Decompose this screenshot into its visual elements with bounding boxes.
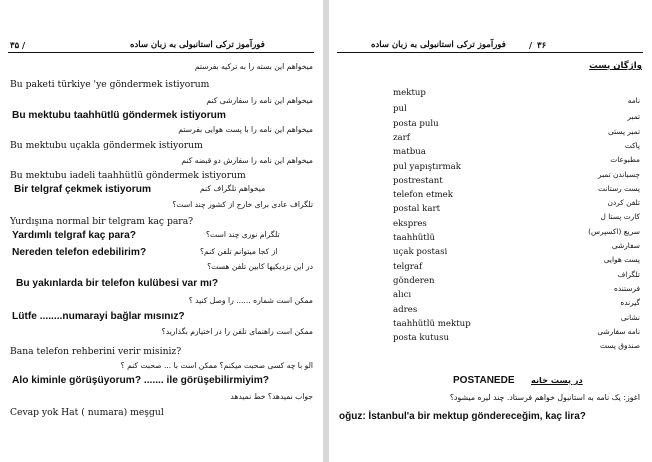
vocab-persian-term: سفارشی <box>611 241 640 250</box>
turkish-phrase: Yardımlı telgraf kaç para? <box>12 230 137 241</box>
turkish-phrase: Lütfe ........numarayi bağlar mısınız? <box>12 311 185 322</box>
vocab-turkish-term: ekspres <box>393 218 427 229</box>
dialog-persian-line: اغوز: یک نامه به استانبول خواهم فرستاد. چند لیره میشود؟ <box>449 393 640 402</box>
vocab-persian-term: تلگراف <box>617 269 640 279</box>
left-page-number: ۳۵ <box>10 41 20 51</box>
vocab-turkish-term: posta pulu <box>393 118 439 129</box>
vocab-turkish-term: pul <box>393 104 407 115</box>
persian-phrase: از کجا میتوانم تلفن کنم؟ <box>200 247 278 256</box>
vocab-turkish-term: matbua <box>393 147 426 158</box>
vocab-title: واژگان پست <box>589 61 642 71</box>
turkish-phrase: Bu mektubu uçakla göndermek istiyorum <box>10 140 203 151</box>
vocab-persian-term: چسباندن تمبر <box>598 169 640 179</box>
vocab-turkish-term: telefon etmek <box>393 190 453 201</box>
vocab-persian-term: پاکت <box>624 140 640 150</box>
persian-phrase: میخواهم این نامه را سفارشی کنم <box>206 96 313 105</box>
turkish-phrase: Bana telefon rehberini verir misiniz? <box>10 346 182 357</box>
turkish-phrase: Yurdışına normal bir telgram kaç para? <box>10 216 194 227</box>
vocab-persian-term: فرستنده <box>613 283 640 293</box>
turkish-phrase: Bu mektubu taahhütlü göndermek istiyorum <box>12 110 226 121</box>
left-running-header: فورآموز ترکی استانبولی به زبان ساده <box>130 40 265 50</box>
vocab-persian-term: سریع (اکسپرس) <box>588 226 640 236</box>
vocab-persian-term: گیرنده <box>620 298 640 308</box>
section-title-persian: در پست خانه <box>531 375 583 385</box>
right-header-rule <box>337 52 643 53</box>
vocab-turkish-term: posta kutusu <box>393 333 450 344</box>
vocab-persian-term: نامه سفارشی <box>597 326 640 336</box>
turkish-phrase: Bu paketi türkiye 'ye göndermek istiyorum <box>10 79 210 90</box>
vocab-turkish-term: taahhütlü mektup <box>393 318 471 329</box>
vocab-turkish-term: adres <box>393 304 418 315</box>
vocab-turkish-term: mektup <box>393 88 426 98</box>
turkish-phrase: Cevap yok Hat ( numara) meşgul <box>10 407 164 418</box>
persian-phrase: جواب نمیدهد؟ خط نمیدهد <box>230 392 313 401</box>
vocab-turkish-term: postal kart <box>393 204 441 215</box>
persian-phrase: در این نزدیکیها کابین تلفن هست؟ <box>207 262 313 271</box>
vocab-turkish-term: telgraf <box>393 261 423 272</box>
vocab-persian-term: پست هوایی <box>603 255 640 265</box>
persian-phrase: تلگراف عادی برای خارج از کشور چند است؟ <box>172 200 313 209</box>
section-title-turkish: POSTANEDE <box>453 375 515 386</box>
vocab-turkish-term: postrestant <box>393 175 443 186</box>
vocab-persian-term: نشانی <box>620 312 640 322</box>
persian-phrase: ممکن است راهنمای تلفن را در اختیارم بگذارید؟ <box>161 327 313 336</box>
persian-phrase: میخواهم این نامه را سفارش دو قبضه کنم <box>181 156 313 165</box>
vocab-persian-term: تمبر پستی <box>607 126 640 136</box>
left-header-rule <box>8 52 314 53</box>
vocab-persian-term: نامه <box>627 96 640 105</box>
persian-phrase: تلگرام نوری چند است؟ <box>206 230 280 239</box>
dialog-turkish-line: oğuz: İstanbul'a bir mektup göndereceğim, kaç lira? <box>339 411 586 422</box>
vocab-turkish-term: taahhütlü <box>393 233 436 243</box>
persian-phrase: الو با چه کسی صحبت میکنم؟ ممکن است با ... صحبت کنم ؟ <box>120 361 313 370</box>
vocab-turkish-term: uçak postasi <box>393 247 448 258</box>
persian-phrase: میخواهم این بسته را به ترکیه بفرستم <box>194 62 313 71</box>
persian-phrase: میخواهم تلگراف کنم <box>200 184 266 193</box>
turkish-phrase: Nereden telefon edebilirim? <box>12 247 147 258</box>
turkish-phrase: Bir telgraf çekmek istiyorum <box>14 184 152 195</box>
left-page: ۳۵ / فورآموز ترکی استانبولی به زبان ساده میخواهم این بسته را به ترکیه بفرستم Bu paketi türkiye 'ye göndermek istiyorum میخواهم این نامه را سفارشی کنم Bu mektubu taahhütlü göndermek istiyorum میخواهم این نامه را با پست هوایی بفرستم Bu mektubu uçakla göndermek istiyorum میخواهم این نامه را سفارش دو قبضه کنم Bu mektubu iadeli taahhütlü göndermek istiyorum Bir telgraf çekmek istiyorum میخواهم تلگراف کنم تلگراف عادی برای خارج از کشور چند است؟ Yurdışına normal bir telgram kaç para? Yardımlı telgraf kaç para? تلگرام نوری چند است؟ Nereden telefon edebilirim? از کجا میتوانم تلفن کنم؟ در این نزدیکیها کابین تلفن هست؟ Bu yakınlarda bir telefon kulübesi var mı? ممکن است شماره ...... را وصل کنید ؟ Lütfe ........numarayi bağlar mısınız? ممکن است راهنمای تلفن را در اختیارم بگذارید؟ Bana telefon rehberini verir misiniz? الو با چه کسی صحبت میکنم؟ ممکن است با ... صحبت کنم ؟ Alo kiminle görüşüyorum? ....... ile görüşebilirmiyim? جواب نمیدهد؟ خط نمیدهد Cevap yok Hat ( numara) meşgul <box>0 0 323 462</box>
turkish-phrase: Alo kiminle görüşüyorum? ....... ile görüşebilirmiyim? <box>12 375 269 386</box>
vocab-turkish-term: zarf <box>393 132 410 143</box>
right-page: فورآموز ترکی استانبولی به زبان ساده / ۳۶ واژگان پست mektup نامه pul تمبر posta pulu تمبر پستی zarf پاکت matbua مطبوعات pul yapıştırmak چسباندن تمبر postrestant پست رستانت telefon etmek تلفن کردن postal kart کارت پستا ل ekspres سریع (اکسپرس) taahhütlü سفارشی uçak postasi پست هوایی telgraf تلگراف gönderen فرستنده alıcı گیرنده adres نشانی taahhütlü mektup نامه سفارشی posta kutusu صندوق پست POSTANEDE در پست خانه اغوز: یک نامه به استانبول خواهم فرستاد. چند لیره میشود؟ oğuz: İstanbul'a bir mektup göndereceğim, kaç lira? <box>329 0 652 462</box>
vocab-persian-term: تلفن کردن <box>607 198 640 208</box>
vocab-turkish-term: alıcı <box>393 290 412 301</box>
vocab-turkish-term: gönderen <box>393 275 435 286</box>
turkish-phrase: Bu mektubu iadeli taahhütlü göndermek istiyorum <box>10 170 246 181</box>
vocab-turkish-term: pul yapıştırmak <box>393 161 461 172</box>
right-running-header: فورآموز ترکی استانبولی به زبان ساده <box>371 40 506 50</box>
right-page-number: ۳۶ <box>537 41 547 51</box>
turkish-phrase: Bu yakınlarda bir telefon kulübesi var mı? <box>16 278 219 289</box>
vocab-persian-term: مطبوعات <box>610 155 640 165</box>
vocab-persian-term: صندوق پست <box>600 341 640 351</box>
persian-phrase: میخواهم این نامه را با پست هوایی بفرستم <box>178 125 313 134</box>
vocab-persian-term: کارت پستا ل <box>600 212 640 222</box>
vocab-persian-term: پست رستانت <box>598 183 640 193</box>
persian-phrase: ممکن است شماره ...... را وصل کنید ؟ <box>188 296 313 305</box>
vocab-persian-term: تمبر <box>627 112 640 122</box>
